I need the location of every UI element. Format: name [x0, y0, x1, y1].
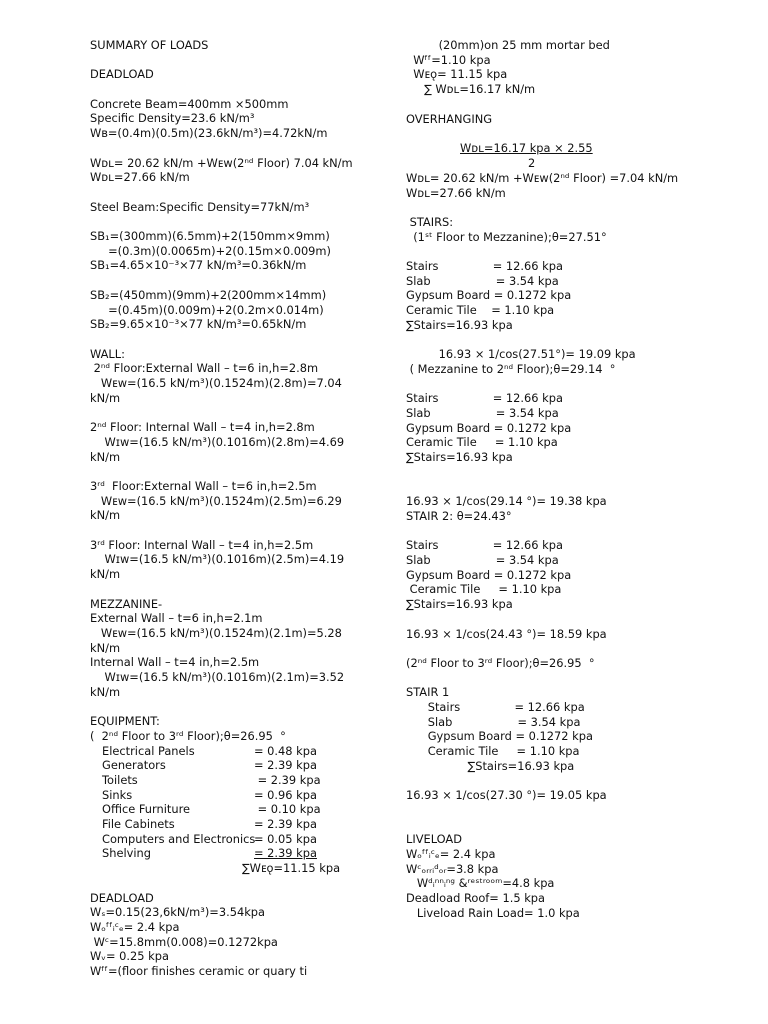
- equipment-name: Electrical Panels: [102, 743, 195, 758]
- text-line: SUMMARY OF LOADS: [90, 38, 209, 52]
- equipment-list: [90, 744, 395, 862]
- equipment-value: = 2.39 kpa: [254, 817, 317, 832]
- equipment-name: Toilets: [102, 772, 138, 787]
- text-line: Wᵥ= 0.25 kpa: [90, 949, 169, 964]
- equipment-value: = 0.05 kpa: [254, 831, 317, 846]
- equipment-name: File Cabinets: [102, 817, 175, 832]
- left-column: [90, 38, 395, 979]
- text-line: 2ⁿᵈ Floor:External Wall – t=6 in,h=2.8m: [90, 361, 319, 376]
- text-line: Steel Beam:Specific Density=77kN/m³: [90, 199, 310, 214]
- text-line: 2ⁿᵈ Floor: Internal Wall – t=4 in,h=2.8m: [90, 420, 315, 435]
- text-line: Wᴅʟ=27.66 kN/m: [406, 185, 506, 200]
- blank-line: [90, 185, 395, 200]
- equipment-value: = 2.39 kpa: [254, 758, 317, 773]
- text-line: Wᴇǫ= 11.15 kpa: [406, 67, 508, 82]
- text-line: Slab = 3.54 kpa: [406, 714, 581, 729]
- blank-line: [406, 200, 746, 215]
- equipment-value: = 2.39 kpa: [254, 772, 321, 787]
- text-line: (20mm)on 25 mm mortar bed: [406, 38, 610, 52]
- text-line: Liveload Rain Load= 1.0 kpa: [406, 905, 580, 920]
- text-line: Internal Wall – t=4 in,h=2.5m: [90, 655, 260, 670]
- text-line: Gypsum Board = 0.1272 kpa: [406, 567, 572, 582]
- text-line: Concrete Beam=400mm ×500mm: [90, 96, 289, 111]
- text-line: Wɪᴡ=(16.5 kN/m³)(0.1016m)(2.8m)=4.69: [90, 434, 345, 449]
- text-line: 3ʳᵈ Floor: Internal Wall – t=4 in,h=2.5m: [90, 537, 314, 552]
- equipment-name: Shelving: [102, 846, 151, 861]
- text-line: SB₂=(450mm)(9mm)+2(200mm×14mm): [90, 287, 327, 302]
- blank-line: [90, 405, 395, 420]
- text-line: Stairs = 12.66 kpa: [406, 700, 585, 715]
- text-line: OVERHANGING: [406, 111, 493, 126]
- blank-line: [90, 464, 395, 479]
- text-line: ∑Stairs=16.93 kpa: [406, 450, 513, 465]
- blank-line: [406, 126, 746, 141]
- text-line: Wᴇᴡ=(16.5 kN/m³)(0.1524m)(2.1m)=5.28: [90, 625, 342, 640]
- blank-line: [406, 612, 746, 627]
- text-line: kN/m: [90, 449, 121, 464]
- text-line: Gypsum Board = 0.1272 kpa: [406, 729, 593, 744]
- text-line: STAIR 1: [406, 685, 450, 700]
- equipment-value: = 2.39 kpa: [254, 846, 317, 861]
- text-line: kN/m: [90, 684, 121, 699]
- text-line: MEZZANINE-: [90, 596, 163, 611]
- text-line: STAIR 2: θ=24.43°: [406, 508, 512, 523]
- text-line: 16.93 × 1/cos(27.30 °)= 19.05 kpa: [406, 788, 607, 803]
- text-line: 16.93 × 1/cos(27.51°)= 19.09 kpa: [406, 347, 636, 362]
- text-line: External Wall – t=6 in,h=2.1m: [90, 611, 263, 626]
- blank-line: [406, 244, 746, 259]
- text-line: Stairs = 12.66 kpa: [406, 538, 563, 553]
- equipment-name: Computers and Electronics: [102, 831, 256, 846]
- text-line: Ceramic Tile = 1.10 kpa: [406, 744, 580, 759]
- blank-line: [90, 53, 395, 68]
- text-line: ∑Wᴇǫ=11.15 kpa: [242, 861, 341, 876]
- text-line: ∑Stairs=16.93 kpa: [406, 597, 513, 612]
- text-line: Wᶜ=15.8mm(0.008)=0.1272kpa: [90, 934, 278, 949]
- text-line: ( Mezzanine to 2ⁿᵈ Floor);θ=29.14 °: [406, 361, 616, 376]
- blank-line: [90, 582, 395, 597]
- text-line: =(0.45m)(0.009m)+2(0.2m×0.014m): [90, 302, 324, 317]
- text-line: WALL:: [90, 346, 125, 361]
- text-line: Wʙ=(0.4m)(0.5m)(23.6kN/m³)=4.72kN/m: [90, 126, 328, 141]
- text-line: STAIRS:: [406, 214, 454, 229]
- overhang-fraction: [406, 141, 746, 171]
- text-line: Deadload Roof= 1.5 kpa: [406, 891, 546, 906]
- text-line: ∑Stairs=16.93 kpa: [406, 758, 575, 773]
- blank-line: [90, 214, 395, 229]
- text-line: Wₛ=0.15(23,6kN/m³)=3.54kpa: [90, 905, 265, 920]
- text-line: kN/m: [90, 640, 121, 655]
- text-line: kN/m: [90, 508, 121, 523]
- text-line: Gypsum Board = 0.1272 kpa: [406, 420, 572, 435]
- text-line: EQUIPMENT:: [90, 714, 160, 729]
- text-line: Gypsum Board = 0.1272 kpa: [406, 288, 572, 303]
- text-line: Wᴇᴡ=(16.5 kN/m³)(0.1524m)(2.8m)=7.04: [90, 376, 342, 391]
- text-line: Slab = 3.54 kpa: [406, 273, 559, 288]
- fraction-numerator: Wᴅʟ=16.17 kpa × 2.55: [460, 140, 593, 155]
- blank-line: [406, 641, 746, 656]
- text-line: Wᴅʟ= 20.62 kN/m +Wᴇᴡ(2ⁿᵈ Floor) 7.04 kN/m: [90, 155, 353, 170]
- text-line: Wᵈᵢⁿⁿᵢⁿᵍ &ʳᵉˢᵗʳᵒᵒᵐ=4.8 kpa: [406, 876, 555, 891]
- text-line: LIVELOAD: [406, 832, 462, 847]
- text-line: Wₒᶠᶠᵢᶜₑ= 2.4 kpa: [90, 919, 180, 934]
- text-line: Ceramic Tile = 1.10 kpa: [406, 303, 555, 318]
- equipment-name: Office Furniture: [102, 802, 191, 817]
- text-line: Wɪᴡ=(16.5 kN/m³)(0.1016m)(2.1m)=3.52: [90, 670, 345, 685]
- equipment-name: Generators: [102, 758, 166, 773]
- right-column: [406, 38, 746, 921]
- blank-line: [406, 671, 746, 686]
- text-line: Wᴅʟ=27.66 kN/m: [90, 170, 190, 185]
- text-line: 16.93 × 1/cos(29.14 °)= 19.38 kpa: [406, 494, 607, 509]
- text-line: 3ʳᵈ Floor:External Wall – t=6 in,h=2.5m: [90, 478, 317, 493]
- text-line: kN/m: [90, 567, 121, 582]
- text-line: 16.93 × 1/cos(24.43 °)= 18.59 kpa: [406, 626, 607, 641]
- blank-line: [90, 876, 395, 891]
- text-line: ( 2ⁿᵈ Floor to 3ʳᵈ Floor);θ=26.95 °: [90, 728, 286, 743]
- blank-line: [406, 818, 746, 833]
- blank-line: [406, 97, 746, 112]
- text-line: Wᶠᶠ=1.10 kpa: [406, 52, 491, 67]
- text-line: Ceramic Tile = 1.10 kpa: [406, 582, 562, 597]
- blank-line: [90, 273, 395, 288]
- text-line: ∑Stairs=16.93 kpa: [406, 317, 513, 332]
- blank-line: [406, 803, 746, 818]
- blank-line: [90, 699, 395, 714]
- text-line: kN/m: [90, 390, 121, 405]
- text-line: Stairs = 12.66 kpa: [406, 259, 563, 274]
- text-line: Wᴅʟ= 20.62 kN/m +Wᴇᴡ(2ⁿᵈ Floor) =7.04 kN/m: [406, 170, 679, 185]
- fraction-denominator: 2: [528, 155, 536, 170]
- text-line: Slab = 3.54 kpa: [406, 553, 559, 568]
- text-line: Wᶠᶠ=(floor finishes ceramic or quary ti: [90, 964, 308, 979]
- blank-line: [406, 774, 746, 789]
- text-line: Wɪᴡ=(16.5 kN/m³)(0.1016m)(2.5m)=4.19: [90, 552, 345, 567]
- text-line: DEADLOAD: [90, 890, 154, 905]
- equipment-name: Sinks: [102, 787, 133, 802]
- equipment-value: = 0.10 kpa: [254, 802, 321, 817]
- blank-line: [90, 82, 395, 97]
- text-line: Slab = 3.54 kpa: [406, 406, 559, 421]
- text-line: ∑ Wᴅʟ=16.17 kN/m: [406, 82, 536, 97]
- text-line: (2ⁿᵈ Floor to 3ʳᵈ Floor);θ=26.95 °: [406, 655, 595, 670]
- equipment-value: = 0.48 kpa: [254, 743, 317, 758]
- text-line: Wₒᶠᶠᵢᶜₑ= 2.4 kpa: [406, 847, 496, 862]
- blank-line: [406, 465, 746, 480]
- text-line: Specific Density=23.6 kN/m³: [90, 111, 255, 126]
- blank-line: [406, 333, 746, 348]
- text-line: SB₁=(300mm)(6.5mm)+2(150mm×9mm): [90, 229, 330, 244]
- text-line: SB₁=4.65×10⁻³×77 kN/m³=0.36kN/m: [90, 258, 307, 273]
- text-line: SB₂=9.65×10⁻³×77 kN/m³=0.65kN/m: [90, 317, 307, 332]
- blank-line: [90, 332, 395, 347]
- blank-line: [90, 141, 395, 156]
- blank-line: [406, 377, 746, 392]
- text-line: Wᴇᴡ=(16.5 kN/m³)(0.1524m)(2.5m)=6.29: [90, 493, 342, 508]
- text-line: Ceramic Tile = 1.10 kpa: [406, 435, 558, 450]
- equipment-value: = 0.96 kpa: [254, 787, 317, 802]
- text-line: DEADLOAD: [90, 67, 154, 82]
- text-line: Wᶜₒᵣᵣᵢᵈₒᵣ=3.8 kpa: [406, 861, 499, 876]
- text-line: Stairs = 12.66 kpa: [406, 391, 563, 406]
- text-line: =(0.3m)(0.0065m)+2(0.15m×0.009m): [90, 243, 331, 258]
- blank-line: [406, 480, 746, 495]
- blank-line: [406, 524, 746, 539]
- text-line: (1ˢᵗ Floor to Mezzanine);θ=27.51°: [406, 229, 607, 244]
- blank-line: [90, 523, 395, 538]
